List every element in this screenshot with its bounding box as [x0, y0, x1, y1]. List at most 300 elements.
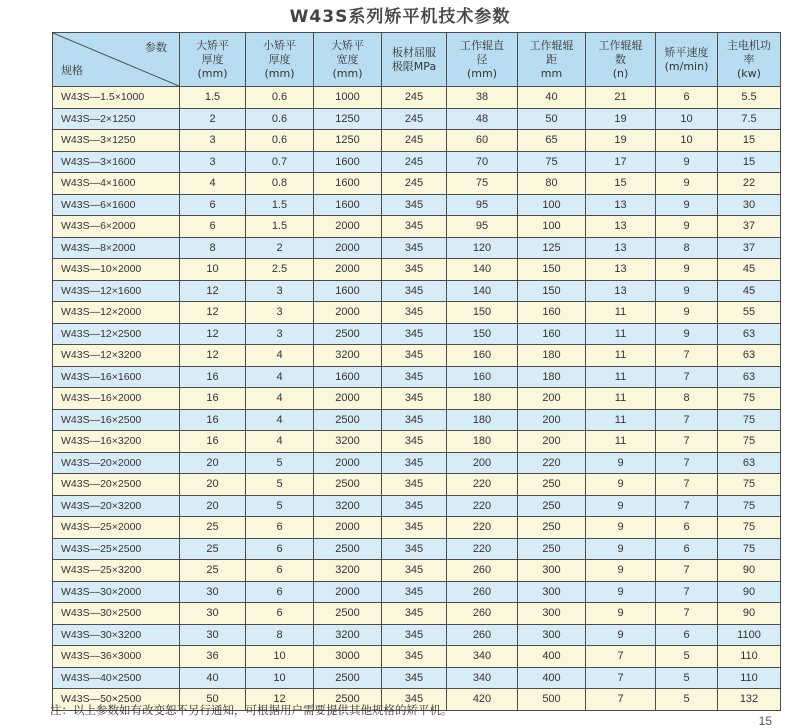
- table-row: [53, 259, 781, 281]
- table-row: [53, 667, 781, 689]
- value-cell: 300: [518, 581, 586, 603]
- value-cell: 5.5: [718, 87, 781, 109]
- value-cell: 0.6: [246, 130, 314, 152]
- value-cell: 16: [180, 366, 246, 388]
- value-cell: 25: [180, 560, 246, 582]
- table-row: [53, 151, 781, 173]
- value-cell: 11: [586, 302, 656, 324]
- model-cell: W43S—16×2500: [53, 409, 180, 431]
- value-cell: 5: [656, 689, 718, 711]
- value-cell: 180: [447, 431, 518, 453]
- table-row: [53, 388, 781, 410]
- value-cell: 420: [447, 689, 518, 711]
- value-cell: 100: [518, 194, 586, 216]
- value-cell: 12: [180, 280, 246, 302]
- value-cell: 6: [246, 517, 314, 539]
- column-header: [718, 33, 781, 87]
- table-row: [53, 194, 781, 216]
- value-cell: 63: [718, 452, 781, 474]
- value-cell: 200: [447, 452, 518, 474]
- value-cell: 40: [180, 667, 246, 689]
- value-cell: 30: [180, 624, 246, 646]
- page-title: W43S系列矫平机技术参数: [289, 7, 511, 27]
- value-cell: 9: [586, 603, 656, 625]
- value-cell: 75: [718, 495, 781, 517]
- value-cell: 8: [180, 237, 246, 259]
- value-cell: 345: [382, 603, 447, 625]
- table-row: [53, 474, 781, 496]
- value-cell: 160: [518, 323, 586, 345]
- value-cell: 300: [518, 603, 586, 625]
- value-cell: 8: [656, 237, 718, 259]
- value-cell: 19: [586, 108, 656, 130]
- value-cell: 4: [246, 388, 314, 410]
- value-cell: 16: [180, 409, 246, 431]
- value-cell: 345: [382, 667, 447, 689]
- value-cell: 4: [246, 409, 314, 431]
- value-cell: 1600: [314, 280, 382, 302]
- value-cell: 345: [382, 366, 447, 388]
- value-cell: 110: [718, 646, 781, 668]
- value-cell: 90: [718, 560, 781, 582]
- value-cell: 10: [656, 130, 718, 152]
- value-cell: 1.5: [246, 194, 314, 216]
- value-cell: 260: [447, 603, 518, 625]
- value-cell: 65: [518, 130, 586, 152]
- value-cell: 40: [518, 87, 586, 109]
- column-header-line: 宽度: [336, 52, 359, 66]
- value-cell: 3: [180, 151, 246, 173]
- column-header-line: (n): [612, 66, 629, 80]
- footnote: 注：以上参数如有改变恕不另行通知，可根据用户需要提供其他规格的矫平机。: [50, 703, 453, 717]
- value-cell: 8: [656, 388, 718, 410]
- table-body: [53, 87, 781, 711]
- value-cell: 340: [447, 646, 518, 668]
- value-cell: 45: [718, 259, 781, 281]
- value-cell: 30: [180, 603, 246, 625]
- value-cell: 3200: [314, 345, 382, 367]
- column-header-line: 数: [615, 52, 626, 66]
- value-cell: 80: [518, 173, 586, 195]
- value-cell: 16: [180, 431, 246, 453]
- value-cell: 13: [586, 259, 656, 281]
- value-cell: 75: [718, 517, 781, 539]
- value-cell: 37: [718, 216, 781, 238]
- value-cell: 7: [656, 366, 718, 388]
- value-cell: 345: [382, 280, 447, 302]
- value-cell: 75: [518, 151, 586, 173]
- value-cell: 11: [586, 388, 656, 410]
- column-header-line: (mm): [264, 66, 295, 80]
- value-cell: 7: [656, 409, 718, 431]
- value-cell: 6: [246, 603, 314, 625]
- value-cell: 2500: [314, 409, 382, 431]
- table-row: [53, 409, 781, 431]
- value-cell: 260: [447, 624, 518, 646]
- column-header: [246, 33, 314, 87]
- value-cell: 120: [447, 237, 518, 259]
- value-cell: 75: [718, 474, 781, 496]
- value-cell: 63: [718, 323, 781, 345]
- model-cell: W43S—4×1600: [53, 173, 180, 195]
- value-cell: 9: [656, 216, 718, 238]
- model-cell: W43S—1.5×1000: [53, 87, 180, 109]
- table-row: [53, 280, 781, 302]
- model-cell: W43S—30×3200: [53, 624, 180, 646]
- column-header-line: 厚度: [201, 52, 224, 66]
- value-cell: 9: [586, 538, 656, 560]
- value-cell: 345: [382, 452, 447, 474]
- value-cell: 22: [718, 173, 781, 195]
- value-cell: 75: [718, 388, 781, 410]
- value-cell: 12: [180, 302, 246, 324]
- value-cell: 2500: [314, 667, 382, 689]
- model-cell: W43S—12×3200: [53, 345, 180, 367]
- value-cell: 2000: [314, 452, 382, 474]
- value-cell: 11: [586, 409, 656, 431]
- column-header-line: 率: [743, 52, 755, 66]
- value-cell: 2500: [314, 538, 382, 560]
- table-row: [53, 216, 781, 238]
- column-header-line: 距: [546, 52, 557, 66]
- value-cell: 1600: [314, 366, 382, 388]
- value-cell: 9: [586, 495, 656, 517]
- model-cell: W43S—20×3200: [53, 495, 180, 517]
- value-cell: 200: [518, 388, 586, 410]
- value-cell: 345: [382, 409, 447, 431]
- column-header-line: 板材屈服: [392, 45, 436, 59]
- value-cell: 2000: [314, 259, 382, 281]
- model-cell: W43S—25×2000: [53, 517, 180, 539]
- value-cell: 9: [656, 194, 718, 216]
- value-cell: 7.5: [718, 108, 781, 130]
- value-cell: 6: [656, 538, 718, 560]
- value-cell: 3200: [314, 431, 382, 453]
- value-cell: 200: [518, 431, 586, 453]
- value-cell: 220: [518, 452, 586, 474]
- value-cell: 4: [246, 345, 314, 367]
- value-cell: 19: [586, 130, 656, 152]
- value-cell: 125: [518, 237, 586, 259]
- table-row: [53, 603, 781, 625]
- column-header-line: 主电机功: [727, 38, 771, 52]
- table-row: [53, 345, 781, 367]
- model-cell: W43S—12×2500: [53, 323, 180, 345]
- table-row: [53, 495, 781, 517]
- value-cell: 3200: [314, 495, 382, 517]
- model-cell: W43S—16×1600: [53, 366, 180, 388]
- value-cell: 6: [180, 194, 246, 216]
- value-cell: 15: [718, 151, 781, 173]
- column-header: [656, 33, 718, 87]
- value-cell: 9: [586, 474, 656, 496]
- value-cell: 20: [180, 495, 246, 517]
- column-header-line: 矫平速度: [664, 45, 709, 59]
- value-cell: 250: [518, 474, 586, 496]
- value-cell: 7: [656, 452, 718, 474]
- value-cell: 8: [246, 624, 314, 646]
- spec-table: [52, 32, 781, 711]
- value-cell: 6: [246, 560, 314, 582]
- value-cell: 0.6: [246, 108, 314, 130]
- value-cell: 400: [518, 667, 586, 689]
- value-cell: 150: [518, 280, 586, 302]
- value-cell: 21: [586, 87, 656, 109]
- model-cell: W43S—3×1250: [53, 130, 180, 152]
- value-cell: 9: [586, 517, 656, 539]
- value-cell: 9: [586, 452, 656, 474]
- column-header-line: (mm): [466, 66, 497, 80]
- value-cell: 345: [382, 259, 447, 281]
- value-cell: 2500: [314, 474, 382, 496]
- value-cell: 3: [180, 130, 246, 152]
- column-header-line: 工作辊辊: [598, 38, 643, 52]
- table-row: [53, 302, 781, 324]
- value-cell: 37: [718, 237, 781, 259]
- column-header-line: 极限MPa: [391, 59, 437, 73]
- value-cell: 110: [718, 667, 781, 689]
- value-cell: 95: [447, 194, 518, 216]
- table-row: [53, 366, 781, 388]
- column-header-line: (mm): [332, 66, 363, 80]
- value-cell: 0.7: [246, 151, 314, 173]
- value-cell: 345: [382, 581, 447, 603]
- value-cell: 9: [656, 323, 718, 345]
- value-cell: 12: [180, 323, 246, 345]
- value-cell: 9: [656, 173, 718, 195]
- model-cell: W43S—30×2000: [53, 581, 180, 603]
- value-cell: 345: [382, 538, 447, 560]
- value-cell: 1.5: [180, 87, 246, 109]
- value-cell: 13: [586, 280, 656, 302]
- value-cell: 7: [586, 689, 656, 711]
- value-cell: 1100: [718, 624, 781, 646]
- model-cell: W43S—40×2500: [53, 667, 180, 689]
- column-header: [180, 33, 246, 87]
- model-cell: W43S—16×2000: [53, 388, 180, 410]
- value-cell: 2000: [314, 388, 382, 410]
- value-cell: 345: [382, 646, 447, 668]
- column-header-line: (kw): [737, 66, 761, 80]
- value-cell: 90: [718, 581, 781, 603]
- value-cell: 180: [447, 388, 518, 410]
- value-cell: 13: [586, 194, 656, 216]
- table-header-row: [53, 33, 781, 87]
- value-cell: 160: [518, 302, 586, 324]
- value-cell: 6: [246, 538, 314, 560]
- table-row: [53, 323, 781, 345]
- value-cell: 345: [382, 431, 447, 453]
- value-cell: 0.6: [246, 87, 314, 109]
- column-header-line: 厚度: [268, 52, 291, 66]
- value-cell: 30: [180, 581, 246, 603]
- value-cell: 220: [447, 474, 518, 496]
- column-header: [447, 33, 518, 87]
- value-cell: 6: [246, 581, 314, 603]
- value-cell: 6: [656, 624, 718, 646]
- value-cell: 7: [656, 603, 718, 625]
- model-cell: W43S—16×3200: [53, 431, 180, 453]
- column-header-line: 径: [476, 52, 488, 66]
- value-cell: 2500: [314, 603, 382, 625]
- value-cell: 4: [246, 431, 314, 453]
- value-cell: 400: [518, 646, 586, 668]
- value-cell: 345: [382, 194, 447, 216]
- model-cell: W43S—3×1600: [53, 151, 180, 173]
- table-row: [53, 87, 781, 109]
- value-cell: 48: [447, 108, 518, 130]
- column-header-line: 工作辊直: [460, 38, 504, 52]
- value-cell: 11: [586, 345, 656, 367]
- value-cell: 2000: [314, 237, 382, 259]
- value-cell: 150: [447, 302, 518, 324]
- model-cell: W43S—20×2500: [53, 474, 180, 496]
- value-cell: 220: [447, 538, 518, 560]
- value-cell: 45: [718, 280, 781, 302]
- value-cell: 5: [656, 646, 718, 668]
- corner-label-model: 规格: [61, 64, 83, 77]
- value-cell: 7: [586, 667, 656, 689]
- value-cell: 7: [586, 646, 656, 668]
- value-cell: 2000: [314, 517, 382, 539]
- value-cell: 9: [656, 259, 718, 281]
- value-cell: 30: [718, 194, 781, 216]
- value-cell: 17: [586, 151, 656, 173]
- value-cell: 7: [656, 560, 718, 582]
- model-cell: W43S—36×3000: [53, 646, 180, 668]
- model-cell: W43S—50×2500: [53, 689, 180, 711]
- value-cell: 9: [656, 280, 718, 302]
- value-cell: 9: [586, 624, 656, 646]
- value-cell: 3200: [314, 624, 382, 646]
- column-header-line: (mm): [197, 66, 228, 80]
- value-cell: 2: [180, 108, 246, 130]
- value-cell: 220: [447, 517, 518, 539]
- value-cell: 180: [447, 409, 518, 431]
- value-cell: 3: [246, 323, 314, 345]
- value-cell: 75: [447, 173, 518, 195]
- model-cell: W43S—8×2000: [53, 237, 180, 259]
- model-cell: W43S—25×3200: [53, 560, 180, 582]
- value-cell: 2: [246, 237, 314, 259]
- value-cell: 300: [518, 560, 586, 582]
- value-cell: 6: [656, 517, 718, 539]
- value-cell: 3200: [314, 560, 382, 582]
- value-cell: 3: [246, 302, 314, 324]
- value-cell: 7: [656, 581, 718, 603]
- value-cell: 1.5: [246, 216, 314, 238]
- column-header-line: 工作辊辊: [529, 38, 574, 52]
- value-cell: 345: [382, 624, 447, 646]
- corner-label-params: 参数: [145, 41, 167, 54]
- table-row: [53, 108, 781, 130]
- value-cell: 3: [246, 280, 314, 302]
- column-header: [382, 33, 447, 87]
- value-cell: 36: [180, 646, 246, 668]
- page-number: 15: [758, 714, 772, 728]
- value-cell: 9: [586, 581, 656, 603]
- column-header-line: 大矫平: [196, 38, 229, 52]
- value-cell: 180: [518, 345, 586, 367]
- value-cell: 25: [180, 538, 246, 560]
- value-cell: 345: [382, 323, 447, 345]
- value-cell: 70: [447, 151, 518, 173]
- value-cell: 132: [718, 689, 781, 711]
- value-cell: 20: [180, 452, 246, 474]
- value-cell: 15: [718, 130, 781, 152]
- value-cell: 245: [382, 151, 447, 173]
- value-cell: 63: [718, 366, 781, 388]
- value-cell: 220: [447, 495, 518, 517]
- value-cell: 1600: [314, 194, 382, 216]
- model-cell: W43S—2×1250: [53, 108, 180, 130]
- table-row: [53, 646, 781, 668]
- value-cell: 345: [382, 517, 447, 539]
- value-cell: 5: [246, 495, 314, 517]
- value-cell: 250: [518, 517, 586, 539]
- value-cell: 10: [180, 259, 246, 281]
- value-cell: 50: [180, 689, 246, 711]
- column-header-line: 大矫平: [331, 38, 364, 52]
- value-cell: 0.8: [246, 173, 314, 195]
- value-cell: 1250: [314, 108, 382, 130]
- value-cell: 345: [382, 560, 447, 582]
- value-cell: 245: [382, 130, 447, 152]
- value-cell: 340: [447, 667, 518, 689]
- value-cell: 250: [518, 495, 586, 517]
- model-cell: W43S—10×2000: [53, 259, 180, 281]
- value-cell: 20: [180, 474, 246, 496]
- model-cell: W43S—12×2000: [53, 302, 180, 324]
- value-cell: 180: [518, 366, 586, 388]
- value-cell: 12: [246, 689, 314, 711]
- table-row: [53, 431, 781, 453]
- value-cell: 140: [447, 280, 518, 302]
- value-cell: 7: [656, 431, 718, 453]
- value-cell: 245: [382, 87, 447, 109]
- corner-header-cell: [53, 33, 180, 87]
- value-cell: 60: [447, 130, 518, 152]
- value-cell: 9: [656, 151, 718, 173]
- value-cell: 345: [382, 474, 447, 496]
- value-cell: 100: [518, 216, 586, 238]
- value-cell: 5: [246, 452, 314, 474]
- value-cell: 2500: [314, 689, 382, 711]
- value-cell: 10: [656, 108, 718, 130]
- column-header: [314, 33, 382, 87]
- value-cell: 12: [180, 345, 246, 367]
- value-cell: 150: [447, 323, 518, 345]
- value-cell: 6: [656, 87, 718, 109]
- value-cell: 90: [718, 603, 781, 625]
- column-header-line: 小矫平: [263, 38, 296, 52]
- value-cell: 345: [382, 237, 447, 259]
- value-cell: 75: [718, 431, 781, 453]
- value-cell: 4: [180, 173, 246, 195]
- value-cell: 13: [586, 237, 656, 259]
- value-cell: 6: [180, 216, 246, 238]
- value-cell: 200: [518, 409, 586, 431]
- value-cell: 150: [518, 259, 586, 281]
- value-cell: 9: [656, 302, 718, 324]
- value-cell: 1000: [314, 87, 382, 109]
- value-cell: 7: [656, 345, 718, 367]
- value-cell: 75: [718, 409, 781, 431]
- value-cell: 55: [718, 302, 781, 324]
- table-row: [53, 237, 781, 259]
- table-row: [53, 452, 781, 474]
- model-cell: W43S—6×2000: [53, 216, 180, 238]
